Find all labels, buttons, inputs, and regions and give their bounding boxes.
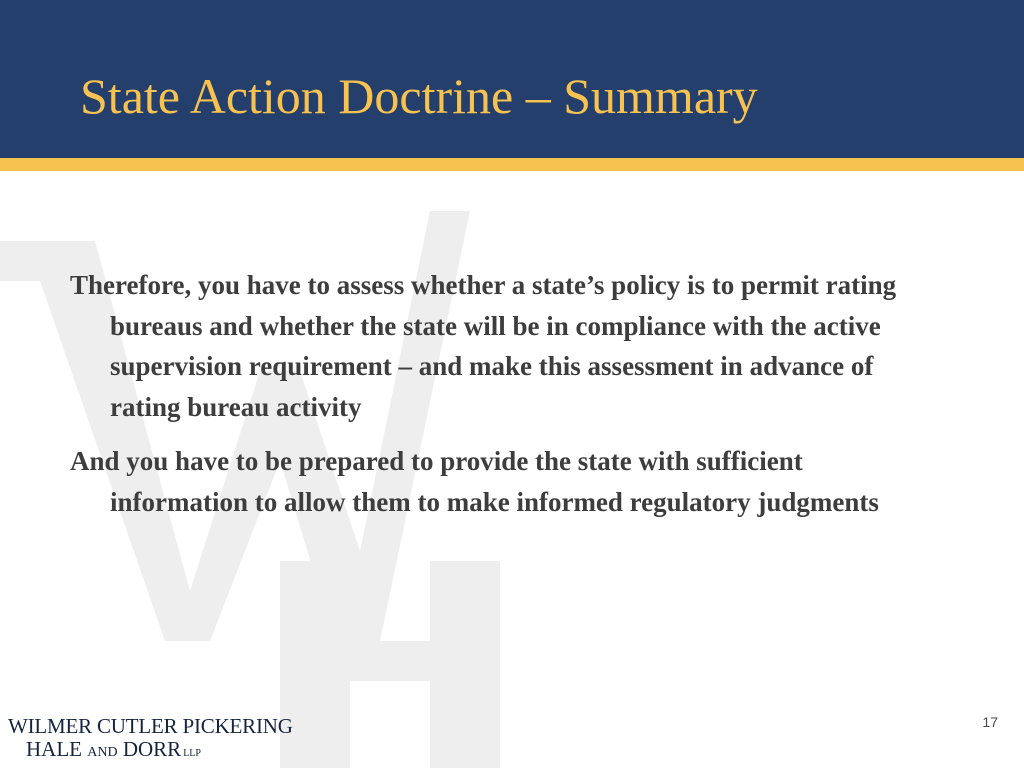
slide-body [70,265,940,536]
logo-line-2 [26,739,293,760]
slide-header-stripe [0,158,1024,171]
paragraph-assess-policy: Therefore, you have to assess whether a state’s policy is to permit rating bureaus and whether the state will be in compliance with the active supervision requirement – and make this assessment in advance of rating bureau activity [70,270,897,422]
logo-line-1: WILMER CUTLER PICKERING [8,714,293,738]
page-number: 17 [982,714,998,730]
logo-word-dorr: DORR [122,737,182,761]
logo-word-and: AND [87,745,118,760]
firm-logo [8,716,293,760]
paragraph-provide-information: And you have to be prepared to provide the state with sufficient information to allow them to make informed regulatory judgments [70,446,879,517]
logo-word-llp: LLP [183,748,201,759]
logo-word-hale: HALE [26,737,82,761]
slide-title: State Action Doctrine – Summary [80,68,758,124]
